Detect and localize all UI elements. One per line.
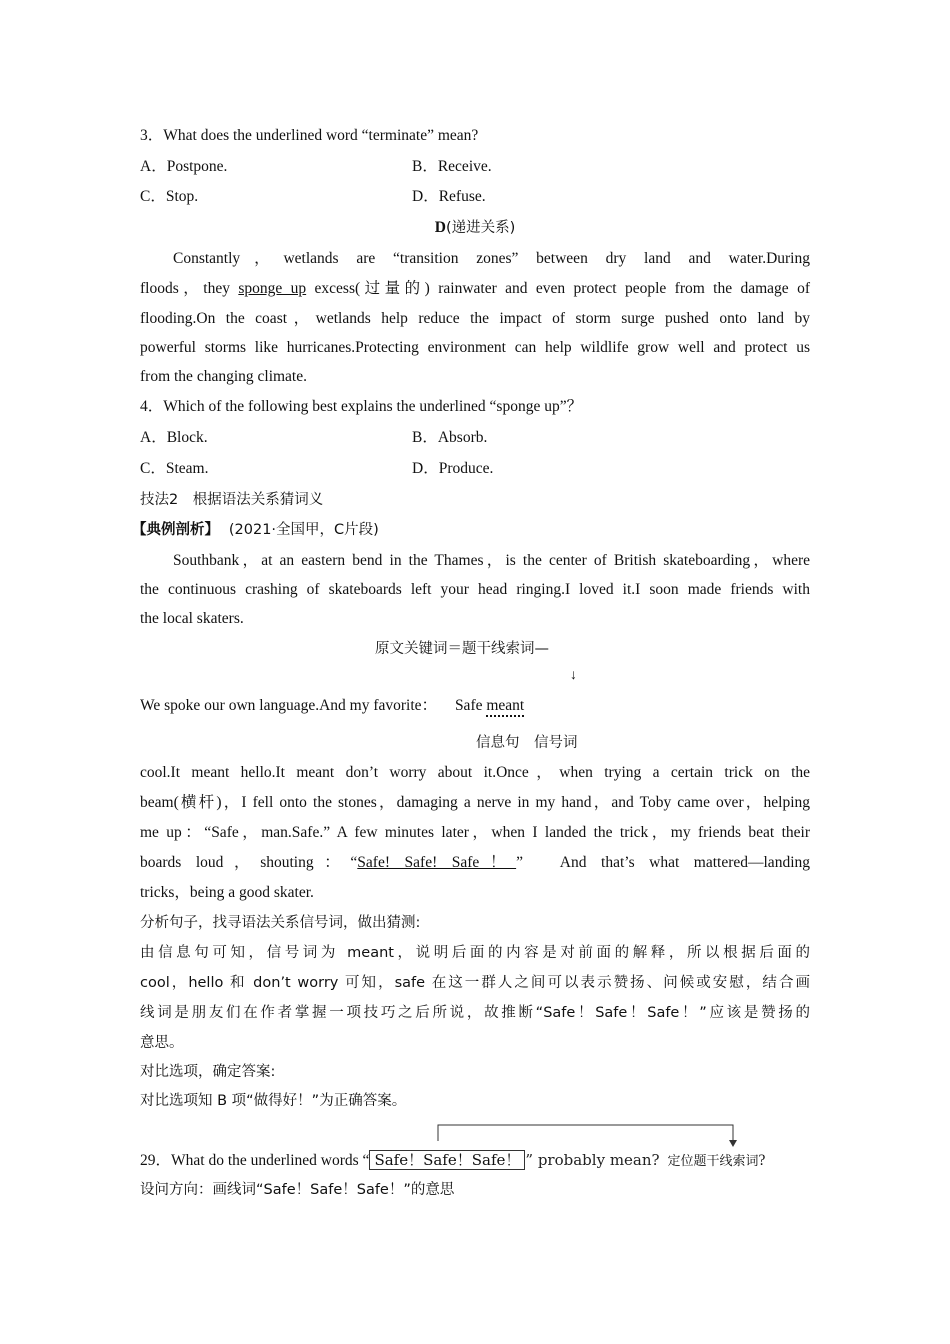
para2-line1: Southbank，at an eastern bend in the Thames，is the center of British skateboarding，where xyxy=(173,552,810,569)
technique-2-heading: 技法2 根据语法关系猜词义 xyxy=(140,492,324,508)
info-word-safe: Safe xyxy=(454,697,483,714)
para1-line4: powerful storms like hurricanes.Protecting environment can help wildlife grow well and protect us xyxy=(140,339,810,356)
para3-line5: tricks，being a good skater. xyxy=(140,884,314,901)
compare-heading: 对比选项，确定答案: xyxy=(140,1064,276,1080)
compare-answer: 对比选项知 B 项“做得好！”为正确答案。 xyxy=(140,1093,407,1109)
analysis-line4: 意思。 xyxy=(140,1035,184,1051)
question-direction: 设问方向：画线词“Safe！Safe！Safe！”的意思 xyxy=(140,1182,455,1198)
boxed-safe-safe-safe: Safe！Safe！Safe！ xyxy=(369,1150,525,1170)
para1-line5: from the changing climate. xyxy=(140,368,307,385)
diagram-sentence-text: We spoke our own language.And my favorite： xyxy=(140,697,438,714)
underlined-safe-safe-safe: Safe! Safe! Safe！ xyxy=(357,854,517,871)
para3-line4-start: boards loud，shouting：“ xyxy=(140,854,358,871)
section-d-note: (递进关系) xyxy=(445,220,516,236)
section-d-letter: D xyxy=(434,219,446,236)
analysis-line1: 由信息句可知，信号词为 meant，说明后面的内容是对前面的解释，所以根据后面的 xyxy=(140,945,810,961)
q29-stem xyxy=(140,1150,765,1172)
q4-option-a: A．Block. xyxy=(140,429,208,446)
para2-line3: the local skaters. xyxy=(140,610,244,627)
locator-label: 定位题干线索词 xyxy=(667,1154,759,1169)
example-source: (2021·全国甲，C片段) xyxy=(228,522,379,538)
q29-stem-start: 29．What do the underlined words “ xyxy=(140,1152,370,1169)
para1-line2-end: excess(过量的) rainwater and even protect people from the damage of xyxy=(306,280,810,297)
analysis-line3: 线词是朋友们在作者掌握一项技巧之后所说，故推断“Safe！Safe！Safe！”应该是赞扬的 xyxy=(140,1005,810,1021)
example-label: 【典例剖析】 xyxy=(132,522,219,538)
q4-option-c: C．Steam. xyxy=(140,460,209,477)
info-sentence-label: 信息句 xyxy=(476,735,520,751)
para3-line3: me up：“Safe，man.Safe.” A few minutes later，when I landed the trick，my friends beat their xyxy=(140,824,810,841)
q3-stem: 3．What does the underlined word “terminate” mean? xyxy=(140,127,479,144)
q3-option-d: D．Refuse. xyxy=(412,188,486,205)
q4-option-d: D．Produce. xyxy=(412,460,494,477)
para3-line4-end: ” And that’s what mattered—landing xyxy=(516,854,810,871)
para2-line2: the continuous crashing of skateboards left your head ringing.I loved it.I soon made friends with xyxy=(140,581,810,598)
para3-line2: beam(横杆)，I fell onto the stones，damaging a nerve in my hand，and Toby came over，helping xyxy=(140,794,810,811)
q3-option-c: C．Stop. xyxy=(140,188,199,205)
para1-line2-start: floods，they xyxy=(140,280,239,297)
q29-stem-end: ” probably mean? xyxy=(525,1151,660,1169)
analysis-heading: 分析句子，找寻语法关系信号词，做出猜测: xyxy=(140,915,421,931)
signal-word-label: 信号词 xyxy=(534,735,578,751)
q4-stem: 4．Which of the following best explains the underlined “sponge up”？ xyxy=(140,398,583,415)
para1-line3: flooding.On the coast，wetlands help reduce the impact of storm surge pushed onto land by xyxy=(140,310,810,327)
para3-line1: cool.It meant hello.It meant don’t worry about it.Once，when trying a certain trick on the xyxy=(140,764,810,781)
analysis-line2: cool，hello 和 don’t worry 可知，safe 在这一群人之间可以表示赞扬、问候或安慰，结合画 xyxy=(140,975,810,991)
q29-question-mark: ? xyxy=(758,1152,766,1169)
keyword-equals-clue-label: 原文关键词＝题干线索词— xyxy=(375,641,549,657)
q3-option-a: A．Postpone. xyxy=(140,158,228,175)
down-arrow-icon: ↓ xyxy=(570,668,577,683)
q4-option-b: B．Absorb. xyxy=(412,429,488,446)
signal-word-meant: meant xyxy=(486,697,524,717)
q3-option-b: B．Receive. xyxy=(412,158,492,175)
underlined-sponge-up: sponge up xyxy=(238,280,307,297)
para1-line1: Constantly，wetlands are “transition zones” between dry land and water.During xyxy=(173,250,810,267)
